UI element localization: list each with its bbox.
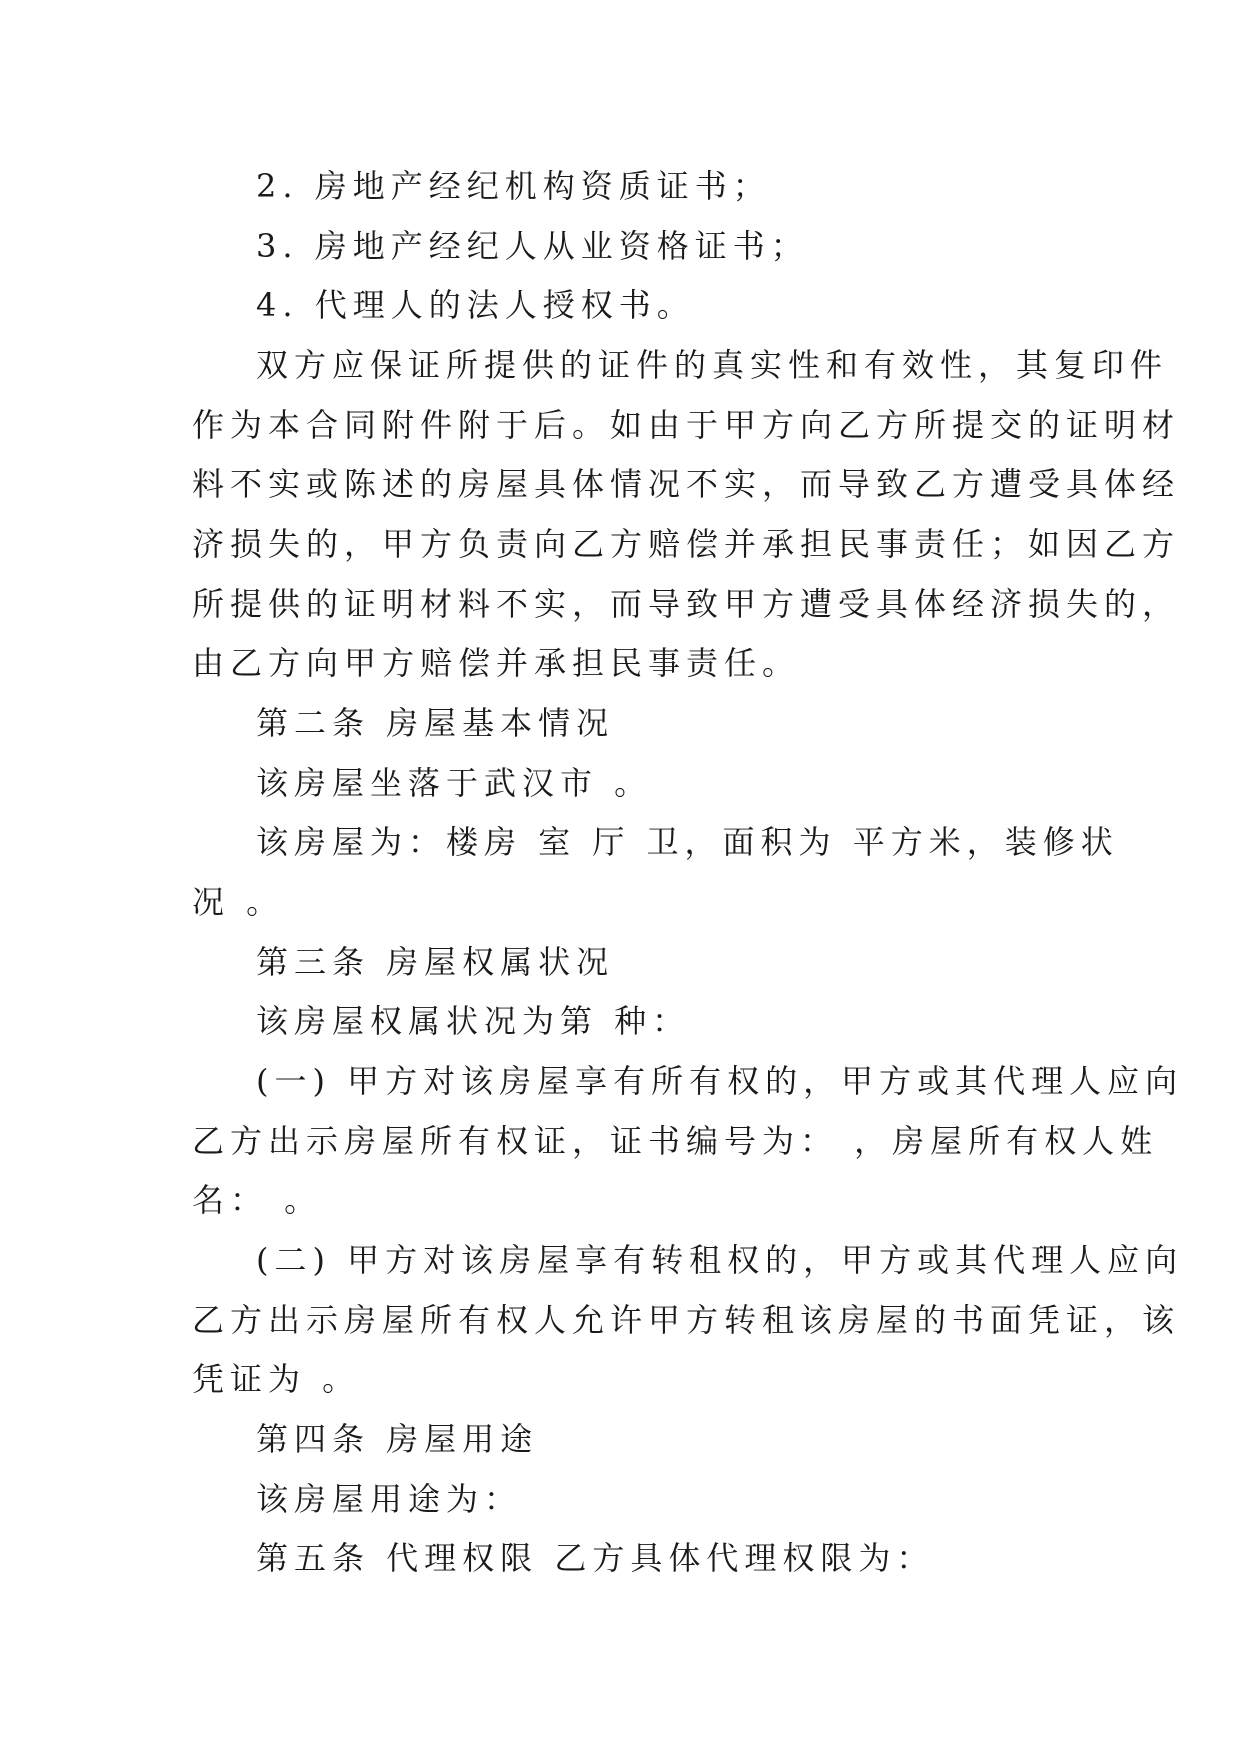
list-item-authorization: 4. 代理人的法人授权书。	[256, 286, 695, 324]
paragraph-line: (二) 甲方对该房屋享有转租权的，甲方或其代理人应向	[256, 1241, 1184, 1279]
section-heading-4: 第四条 房屋用途	[256, 1420, 539, 1458]
paragraph-line: 双方应保证所提供的证件的真实性和有效性，其复印件	[256, 346, 1169, 384]
paragraph-line: 该房屋坐落于武汉市 。	[256, 764, 653, 802]
paragraph-line: (一) 甲方对该房屋享有所有权的，甲方或其代理人应向	[256, 1062, 1184, 1100]
paragraph-line: 凭证为 。	[192, 1360, 361, 1398]
section-heading-2: 第二条 房屋基本情况	[256, 704, 615, 742]
paragraph-line: 济损失的，甲方负责向乙方赔偿并承担民事责任；如因乙方	[192, 525, 1181, 563]
paragraph-line: 该房屋用途为：	[256, 1480, 523, 1518]
paragraph-line: 由乙方向甲方赔偿并承担民事责任。	[192, 644, 801, 682]
paragraph-line: 况 。	[192, 883, 285, 921]
paragraph-line: 名： 。	[192, 1181, 323, 1219]
paragraph-line: 料不实或陈述的房屋具体情况不实，而导致乙方遭受具体经	[192, 465, 1181, 503]
section-heading-5: 第五条 代理权限 乙方具体代理权限为：	[256, 1539, 935, 1577]
paragraph-line: 乙方出示房屋所有权人允许甲方转租该房屋的书面凭证，该	[192, 1301, 1181, 1339]
paragraph-line: 乙方出示房屋所有权证，证书编号为： ，房屋所有权人姓	[192, 1122, 1159, 1160]
paragraph-line: 该房屋为：楼房 室 厅 卫，面积为 平方米，装修状	[256, 823, 1119, 861]
paragraph-line: 作为本合同附件附于后。如由于甲方向乙方所提交的证明材	[192, 406, 1181, 444]
paragraph-line: 该房屋权属状况为第 种：	[256, 1002, 691, 1040]
list-item-agent-certificate: 3. 房地产经纪人从业资格证书；	[256, 227, 809, 265]
list-item-agency-certificate: 2. 房地产经纪机构资质证书；	[256, 167, 771, 205]
section-heading-3: 第三条 房屋权属状况	[256, 943, 615, 981]
paragraph-line: 所提供的证明材料不实，而导致甲方遭受具体经济损失的，	[192, 585, 1181, 623]
